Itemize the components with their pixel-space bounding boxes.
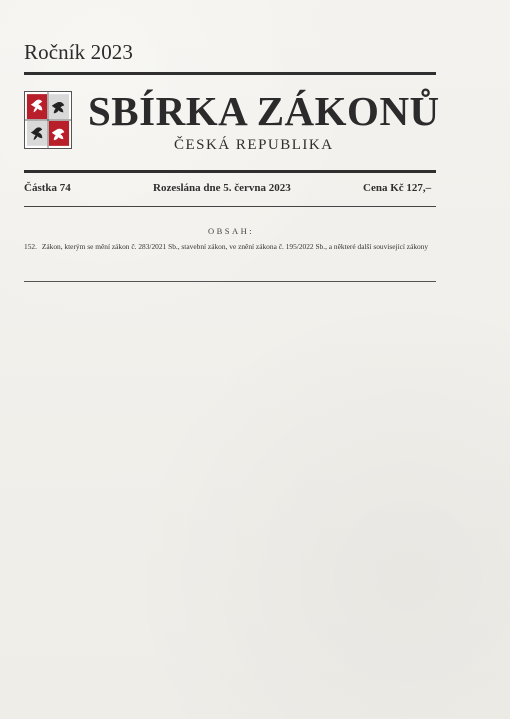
contents-heading: OBSAH: [208, 226, 255, 236]
volume-label: Ročník 2023 [24, 40, 134, 64]
top-divider [24, 72, 436, 75]
meta-divider [24, 206, 436, 207]
issue-number: Částka 74 [24, 182, 71, 194]
entry-text: Zákon, kterým se mění zákon č. 283/2021 Sb., stavební zákon, ve znění zákona č. 195/2022 Sb., a některé další související zákony [41, 242, 429, 251]
entry-number: 152. [24, 242, 37, 251]
contents-divider [24, 281, 436, 282]
publication-date: Rozeslána dne 5. června 2023 [153, 182, 291, 194]
collection-subtitle: ČESKÁ REPUBLIKA [174, 137, 334, 153]
collection-title: SBÍRKA ZÁKONŮ [88, 88, 440, 134]
issue-price: Cena Kč 127,– [363, 182, 432, 194]
state-emblem-icon [24, 91, 72, 149]
contents-entry [24, 242, 436, 253]
header-divider [24, 170, 436, 173]
